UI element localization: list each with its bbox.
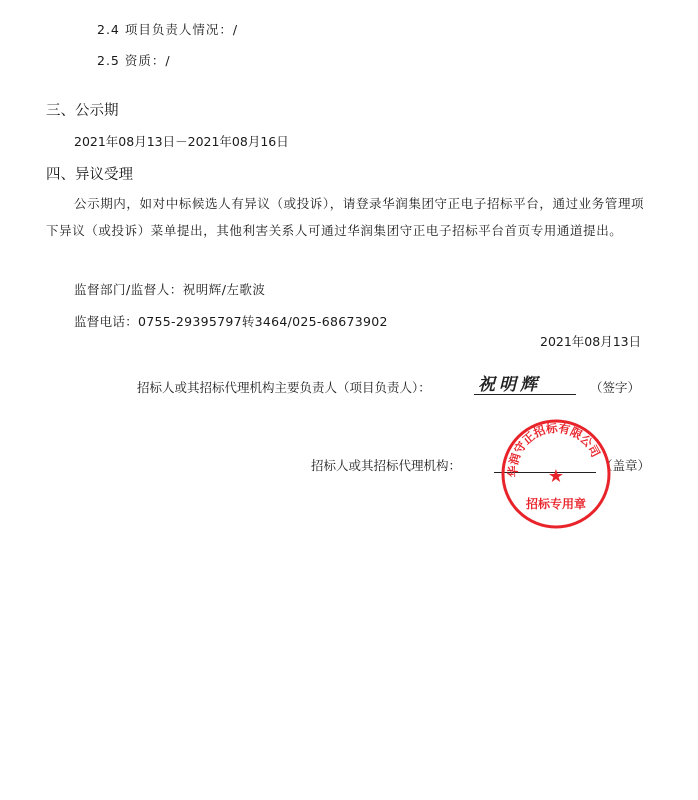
leader-signature: 祝明辉 bbox=[478, 375, 541, 395]
publicity-period: 2021年08月13日－2021年08月16日 bbox=[74, 134, 289, 149]
agency-seal-note: （盖章） bbox=[600, 458, 651, 473]
seal-star-icon: ★ bbox=[547, 466, 565, 487]
seal-center-text: 招标专用章 bbox=[525, 497, 587, 511]
signoff-date: 2021年08月13日 bbox=[540, 334, 642, 349]
leader-sign-note: （签字） bbox=[590, 380, 641, 395]
objection-paragraph: 公示期内，如对中标候选人有异议（或投诉），请登录华润集团守正电子招标平台，通过业务管理项下异议（或投诉）菜单提出，其他利害关系人可通过华润集团守正电子招标平台首页专用通道提出。 bbox=[46, 196, 645, 238]
official-seal-stamp bbox=[500, 418, 612, 530]
item-2-4: 2.4 项目负责人情况：/ bbox=[97, 22, 239, 37]
section-4-heading: 四、异议受理 bbox=[46, 167, 133, 183]
leader-label: 招标人或其招标代理机构主要负责人（项目负责人）： bbox=[137, 380, 431, 395]
seal-arc-text: 华润守正招标有限公司 bbox=[505, 420, 603, 478]
supervisor-line: 监督部门/监督人：祝明辉/左歌波 bbox=[74, 282, 266, 297]
supervisor-phone: 监督电话：0755-29395797转3464/025-68673902 bbox=[74, 314, 388, 329]
agency-label: 招标人或其招标代理机构： bbox=[311, 458, 462, 473]
leader-signature-line bbox=[474, 394, 576, 395]
item-2-5: 2.5 资质：/ bbox=[97, 53, 171, 68]
section-3-heading: 三、公示期 bbox=[46, 103, 119, 119]
